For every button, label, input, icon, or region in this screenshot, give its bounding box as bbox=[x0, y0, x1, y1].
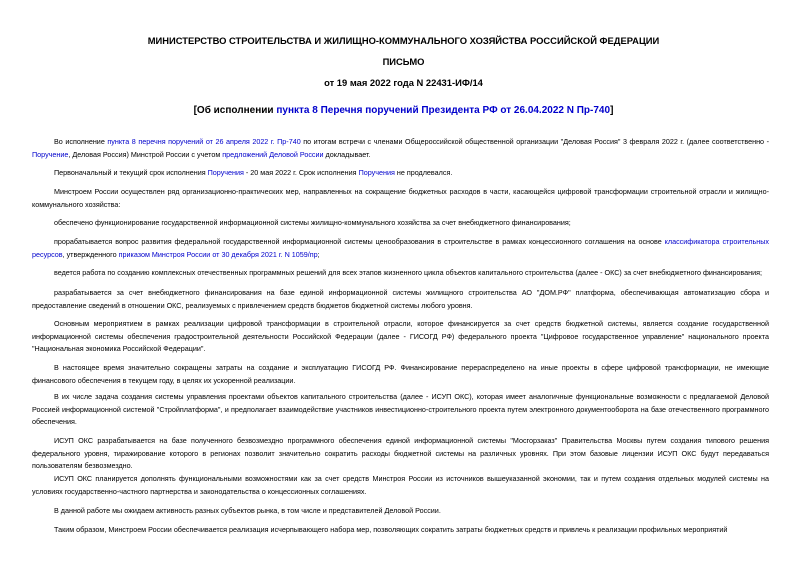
link-resource-classifier[interactable]: классификатора строительных ресурсов bbox=[32, 237, 769, 259]
paragraph-8: Основным мероприятием в рамках реализации цифровой трансформации в строительной отрасли, которое финансируется за счет средств бюджетной системы, является создание государственной информационной системы обеспечения градостроительной деятельности Российской Федерации (далее - ГИСОГД РФ) федерального проекта "Цифровое государственное управление" национального проекта "Национальная экономика Российской Федерации". bbox=[32, 319, 769, 353]
paragraph-4: обеспечено функционирование государственной информационной системы жилищно-коммунального хозяйства за счет внебюджетного финансирования; bbox=[54, 218, 571, 227]
subject-close: ] bbox=[610, 105, 614, 116]
subject-link[interactable]: пункта 8 Перечня поручений Президента РФ от 26.04.2022 N Пр-740 bbox=[276, 105, 611, 116]
paragraph-1 bbox=[32, 136, 769, 161]
link-instruction-3[interactable]: Поручения bbox=[358, 168, 395, 177]
p2-text-3: не продлевался. bbox=[394, 168, 453, 177]
link-instruction[interactable]: Поручение bbox=[32, 149, 69, 159]
p1-text-2: по итогам встречи с членами Общероссийской общественной организации "Деловая Россия" 3 февраля 2022 г. (далее соответственно - bbox=[300, 137, 769, 146]
paragraph-12: ИСУП ОКС планируется дополнять функциональными возможностями как за счет средств Минстроя России из источников вышеуказанной экономии, так и путем создания отдельных модулей системы на условиях государственно-частного партнерства и законодательства о концессионных соглашениях. bbox=[32, 474, 769, 496]
document-subject bbox=[0, 105, 807, 116]
paragraph-2 bbox=[32, 167, 769, 180]
p1-text-1: Во исполнение bbox=[54, 137, 108, 146]
paragraph-9: В настоящее время значительно сокращены затраты на создание и эксплуатацию ГИСОГД РФ. Финансирование перераспределено на иные проекты в сфере цифровой трансформации, не имеющие финансового обеспечения в текущем году, в целях их ускоренной реализации. bbox=[32, 363, 769, 385]
p1-text-3: , Деловая Россия) Минстрой России с учетом bbox=[68, 149, 223, 159]
paragraph-14: Таким образом, Минстроем России обеспечивается реализация исчерпывающего набора мер, позволяющих сократить затраты бюджетных средств и привлечь к реализации профильных мероприятий bbox=[54, 525, 728, 534]
p5-text-3: ; bbox=[317, 249, 320, 259]
paragraph-13: В данной работе мы ожидаем активность разных субъектов рынка, в том числе и представителей Деловой России. bbox=[54, 506, 441, 515]
document-date-number: от 19 мая 2022 года N 22431-ИФ/14 bbox=[324, 77, 483, 88]
paragraph-11: ИСУП ОКС разрабатывается на базе полученного безвозмездно программного обеспечения единой информационной системы "Мосгорзаказ" Правительства Москвы путем создания типового решения федерального уровня, тиражирование которого в регионах позволит значительно сократить расходы бюджетной системы на различных уровнях. При этом базовые лицензии ИСУП ОКС будут передаваться пользователям безвозмездно. bbox=[32, 436, 769, 470]
paragraph-3: Минстроем России осуществлен ряд организационно-практических мер, направленных на сокращение бюджетных расходов в части, касающейся цифровой трансформации строительной отрасли и жилищно-коммунального хозяйства: bbox=[32, 187, 769, 209]
ministry-heading: МИНИСТЕРСТВО СТРОИТЕЛЬСТВА И ЖИЛИЩНО-КОММУНАЛЬНОГО ХОЗЯЙСТВА РОССИЙСКОЙ ФЕДЕРАЦИИ bbox=[147, 35, 660, 46]
paragraph-10: В их числе задача создания системы управления проектами объектов капитального строительства (далее - ИСУП ОКС), которая имеет аналогичные функциональные возможности с предлагаемой Деловой Россией информационной системой "Стройплатформа", и предполагает взаимодействие участников инвестиционно-строительного проекта путем электронного документооборота на базе отечественного программного обеспечения. bbox=[32, 392, 769, 426]
subject-open: [Об исполнении bbox=[193, 105, 277, 116]
paragraph-5 bbox=[32, 236, 769, 261]
paragraph-7: разрабатывается за счет внебюджетного финансирования на базе единой информационной системы жилищного строительства АО "ДОМ.РФ" платформа, обеспечивающая автоматизацию сбора и предоставление сведений в отношении ОКС, реализуемых с привлечением средств бюджетов бюджетной системы любого уровня. bbox=[32, 288, 769, 310]
link-decree-item-8[interactable]: пункта 8 перечня поручений от 26 апреля 2022 г. Пр-740 bbox=[107, 137, 301, 146]
p5-text-1: прорабатывается вопрос развития федеральной государственной информационной системы ценообразования в строительстве в рамках концессионного соглашения на основе bbox=[54, 237, 665, 246]
link-business-russia-proposals[interactable]: предложений Деловой России bbox=[222, 149, 324, 159]
p1-text-4: докладывает. bbox=[323, 149, 371, 159]
p2-text-2: - 20 мая 2022 г. Срок исполнения bbox=[243, 168, 359, 177]
paragraph-6: ведется работа по созданию комплексных отечественных программных решений для всех этапов жизненного цикла объектов капитального строительства (далее - ОКС) за счет внебюджетного финансирования; bbox=[54, 268, 763, 277]
p2-text-1: Первоначальный и текущий срок исполнения bbox=[54, 168, 208, 177]
p5-text-2: , утвержденного bbox=[62, 249, 119, 259]
document-type: ПИСЬМО bbox=[382, 56, 425, 67]
link-order-1059[interactable]: приказом Минстроя России от 30 декабря 2021 г. N 1059/пр bbox=[118, 249, 318, 259]
link-instruction-2[interactable]: Поручения bbox=[207, 168, 244, 177]
